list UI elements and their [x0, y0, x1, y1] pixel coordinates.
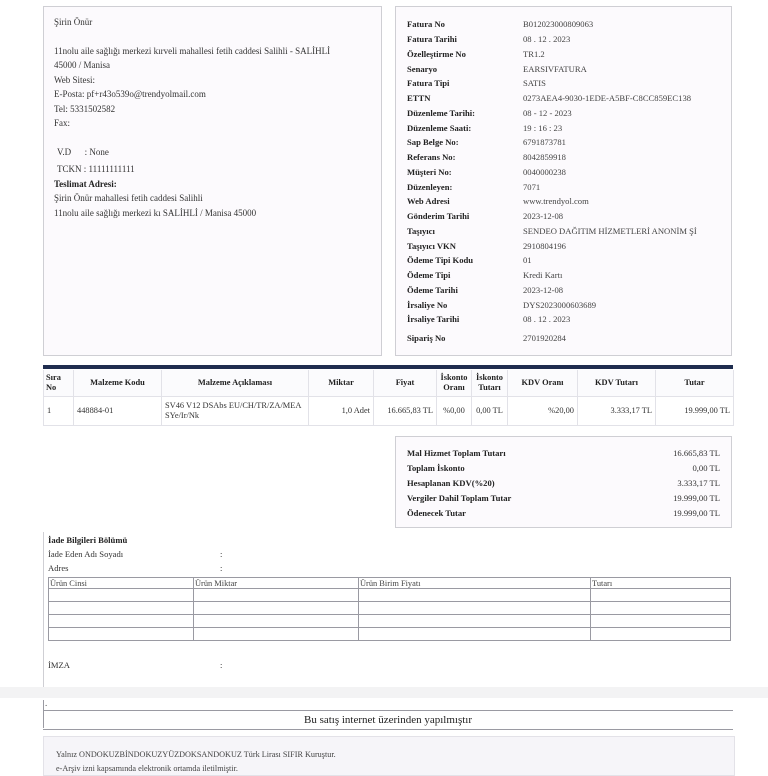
order-number-label: Sipariş No — [407, 333, 446, 344]
order-number-value: 2701920284 — [523, 333, 566, 344]
meta-value: DYS2023000603689 — [523, 299, 597, 310]
meta-label: Ödeme Tarihi — [407, 284, 458, 295]
return-cell[interactable] — [359, 615, 591, 628]
meta-value: Kredi Kartı — [523, 270, 563, 281]
item-cell: 16.665,83 TL — [374, 397, 437, 426]
meta-row — [407, 61, 731, 76]
meta-label: Fatura Tarihi — [407, 34, 457, 45]
return-row — [49, 628, 731, 641]
return-column-header: Tutarı — [591, 578, 731, 589]
return-row — [49, 615, 731, 628]
return-cell[interactable] — [194, 602, 359, 615]
items-column-header: Malzeme Kodu — [74, 370, 162, 397]
return-column-header: Ürün Cinsi — [49, 578, 194, 589]
meta-row — [407, 165, 731, 180]
meta-row — [407, 135, 731, 150]
return-cell[interactable] — [359, 589, 591, 602]
delivery-address-title: Teslimat Adresi: — [54, 178, 117, 189]
signature-label: İMZA — [48, 660, 70, 670]
meta-label: Müşteri No: — [407, 166, 452, 177]
invoice-items-table — [43, 370, 734, 426]
total-label: Vergiler Dahil Toplam Tutar — [407, 493, 512, 504]
meta-label: Fatura No — [407, 19, 445, 30]
seller-email: E-Posta: pf+r43o539o@trendyolmail.com — [54, 89, 206, 99]
total-value: 0,00 TL — [692, 462, 720, 473]
return-row — [49, 602, 731, 615]
meta-row — [407, 120, 731, 135]
meta-label: Senaryo — [407, 63, 438, 74]
meta-value: B012023000809063 — [523, 19, 594, 30]
meta-row — [407, 91, 731, 106]
page-marker-dot: . — [45, 698, 48, 708]
meta-value: 2023-12-08 — [523, 284, 564, 295]
meta-row — [407, 47, 731, 62]
meta-row — [407, 312, 731, 327]
items-column-header: Miktar — [309, 370, 374, 397]
meta-label: Referans No: — [407, 152, 456, 163]
invoice-meta-box — [395, 6, 732, 356]
return-address-colon: : — [220, 563, 223, 573]
total-row — [407, 506, 720, 521]
meta-value: SENDEO DAĞITIM HİZMETLERİ ANONİM Şİ — [523, 225, 697, 236]
item-row — [44, 397, 734, 426]
meta-value: 01 — [523, 255, 532, 266]
online-sale-note: Bu satış internet üzerinden yapılmıştır — [43, 710, 733, 730]
return-cell[interactable] — [49, 602, 194, 615]
meta-row — [407, 150, 731, 165]
totals-box — [395, 436, 732, 528]
meta-row — [407, 238, 731, 253]
seller-tax-office: V.D : None — [57, 146, 109, 157]
meta-value: 2023-12-08 — [523, 211, 564, 222]
meta-value: 6791873781 — [523, 137, 566, 148]
return-cell[interactable] — [359, 628, 591, 641]
seller-address-line1: 11nolu aile sağlığı merkezi kırveli mahallesi fetih caddesi Salihli - SALİHLİ — [54, 45, 331, 56]
return-name-colon: : — [220, 549, 223, 559]
meta-label: Düzenleme Saati: — [407, 122, 472, 133]
meta-label: Özelleştirme No — [407, 48, 466, 59]
total-row — [407, 491, 720, 506]
meta-row — [407, 253, 731, 268]
order-number-row — [407, 331, 731, 346]
return-cell[interactable] — [591, 602, 731, 615]
section-divider — [43, 365, 733, 369]
meta-value: 0040000238 — [523, 166, 566, 177]
item-cell: %0,00 — [437, 397, 472, 426]
amount-in-words: Yalnız ONDOKUZBİNDOKUZYÜZDOKSANDOKUZ Türk Lirası SIFIR Kuruştur. — [56, 750, 336, 759]
items-column-header: İskonto Tutarı — [472, 370, 508, 397]
meta-row — [407, 179, 731, 194]
meta-row — [407, 32, 731, 47]
return-cell[interactable] — [49, 589, 194, 602]
total-value: 16.665,83 TL — [673, 447, 720, 458]
meta-label: Ödeme Tipi Kodu — [407, 255, 474, 266]
seller-fax: Fax: — [54, 118, 71, 128]
meta-value: 0273AEA4-9030-1EDE-A5BF-C8CC859EC138 — [523, 93, 692, 104]
meta-label: Sap Belge No: — [407, 137, 459, 148]
items-column-header: Fiyat — [374, 370, 437, 397]
seller-tckn: TCKN : 11111111111 — [57, 164, 135, 174]
return-cell[interactable] — [591, 589, 731, 602]
meta-value: www.trendyol.com — [523, 196, 589, 207]
meta-value: 7071 — [523, 181, 541, 192]
meta-label: İrsaliye Tarihi — [407, 314, 460, 325]
meta-label: Düzenleme Tarihi: — [407, 107, 476, 118]
return-cell[interactable] — [49, 615, 194, 628]
meta-label: Gönderim Tarihi — [407, 211, 470, 222]
meta-label: Taşıyıcı — [407, 225, 435, 236]
meta-value: 2910804196 — [523, 240, 566, 251]
return-row — [49, 589, 731, 602]
meta-row — [407, 106, 731, 121]
footer-note-box — [43, 736, 735, 776]
meta-label: Ödeme Tipi — [407, 270, 451, 281]
seller-info-box — [43, 6, 382, 356]
return-section-title: İade Bilgileri Bölümü — [48, 535, 128, 545]
signature-colon: : — [220, 660, 223, 670]
total-row — [407, 445, 720, 460]
meta-label: İrsaliye No — [407, 299, 448, 310]
delivery-address-line2: 11nolu aile sağlığı merkezi kı SALİHLİ / Manisa 45000 — [54, 207, 257, 218]
meta-row — [407, 17, 731, 32]
return-cell[interactable] — [49, 628, 194, 641]
return-cell[interactable] — [194, 615, 359, 628]
item-cell: %20,00 — [508, 397, 578, 426]
item-cell: 3.333,17 TL — [578, 397, 656, 426]
meta-value: 19 : 16 : 23 — [523, 122, 563, 133]
total-label: Ödenecek Tutar — [407, 508, 466, 519]
meta-row — [407, 297, 731, 312]
items-column-header: Malzeme Açıklaması — [162, 370, 309, 397]
item-cell: 448884-01 — [74, 397, 162, 426]
page-break-band — [0, 687, 768, 698]
items-column-header: Sıra No — [44, 370, 74, 397]
return-name-label: İade Eden Adı Soyadı — [48, 549, 124, 559]
meta-row — [407, 194, 731, 209]
return-cell[interactable] — [591, 615, 731, 628]
meta-label: ETTN — [407, 93, 431, 104]
item-cell: SV46 V12 DSAbs EU/CH/TR/ZA/MEA SYe/Ir/Nk — [162, 397, 309, 426]
total-row — [407, 460, 720, 475]
meta-value: TR1.2 — [523, 48, 545, 59]
meta-value: 08 . 12 . 2023 — [523, 34, 571, 45]
return-cell[interactable] — [359, 602, 591, 615]
total-value: 19.999,00 TL — [673, 508, 720, 519]
return-cell[interactable] — [591, 628, 731, 641]
meta-label: Düzenleyen: — [407, 181, 453, 192]
meta-row — [407, 224, 731, 239]
e-archive-note: e-Arşiv izni kapsamında elektronik ortamda iletilmiştir. — [56, 764, 238, 773]
return-address-label: Adres — [48, 563, 69, 573]
meta-row — [407, 76, 731, 91]
seller-phone: Tel: 5331502582 — [54, 103, 116, 114]
delivery-address-line1: Şirin Önür mahallesi fetih caddesi Salihli — [54, 193, 203, 203]
items-column-header: İskonto Oranı — [437, 370, 472, 397]
item-cell: 0,00 TL — [472, 397, 508, 426]
items-column-header: KDV Tutarı — [578, 370, 656, 397]
items-column-header: KDV Oranı — [508, 370, 578, 397]
item-cell: 19.999,00 TL — [656, 397, 734, 426]
items-column-header: Tutar — [656, 370, 734, 397]
meta-row — [407, 209, 731, 224]
total-value: 3.333,17 TL — [677, 477, 720, 488]
meta-label: Taşıyıcı VKN — [407, 240, 456, 251]
item-cell: 1 — [44, 397, 74, 426]
total-label: Hesaplanan KDV(%20) — [407, 477, 495, 488]
meta-value: 08 - 12 - 2023 — [523, 107, 572, 118]
meta-value: EARSIVFATURA — [523, 63, 587, 74]
meta-value: 08 . 12 . 2023 — [523, 314, 571, 325]
return-cell[interactable] — [194, 589, 359, 602]
item-cell: 1,0 Adet — [309, 397, 374, 426]
total-label: Mal Hizmet Toplam Tutarı — [407, 447, 506, 458]
return-cell[interactable] — [194, 628, 359, 641]
seller-address-line2: 45000 / Manisa — [54, 60, 110, 70]
meta-label: Fatura Tipi — [407, 78, 450, 89]
meta-row — [407, 283, 731, 298]
meta-label: Web Adresi — [407, 196, 450, 207]
seller-website: Web Sitesi: — [54, 74, 96, 85]
seller-name: Şirin Önür — [54, 17, 93, 27]
total-label: Toplam İskonto — [407, 462, 465, 473]
return-info-section — [43, 532, 734, 687]
meta-value: 8042859918 — [523, 152, 566, 163]
return-column-header: Ürün Birim Fiyatı — [359, 578, 591, 589]
meta-row — [407, 268, 731, 283]
return-column-header: Ürün Miktar — [194, 578, 359, 589]
return-items-table — [48, 577, 731, 641]
total-value: 19.999,00 TL — [673, 493, 720, 504]
total-row — [407, 475, 720, 490]
meta-value: SATIS — [523, 78, 546, 89]
